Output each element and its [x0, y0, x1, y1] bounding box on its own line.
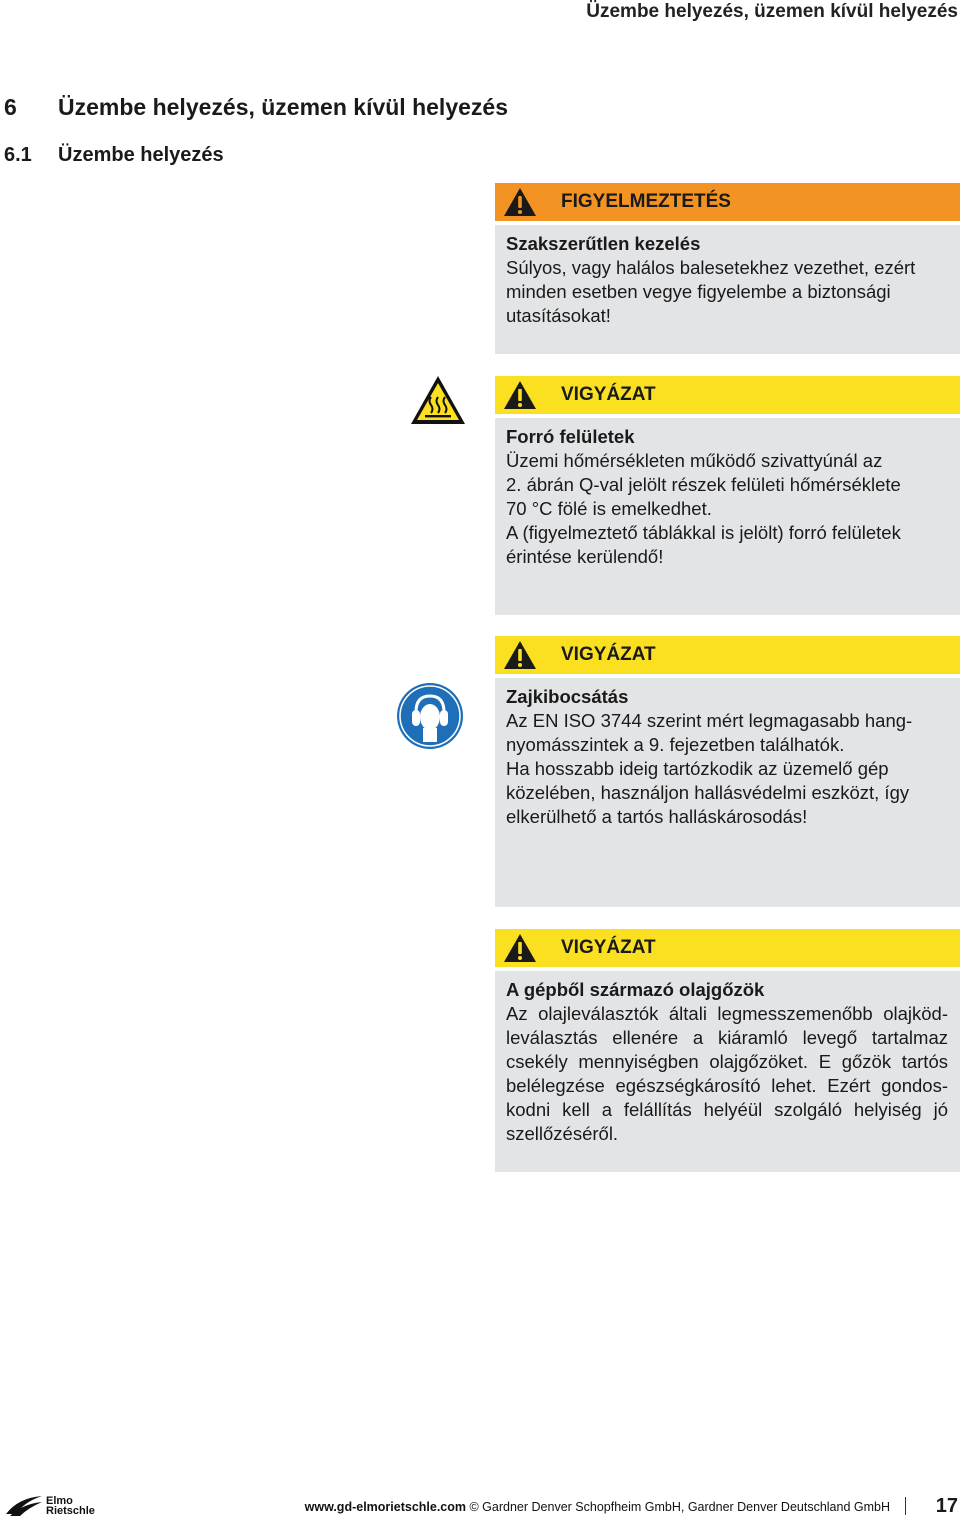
notice-line: 70 °C fölé is emelkedhet.: [506, 498, 712, 519]
warning-notice: [495, 183, 960, 354]
notice-title: A gépből származó olajgőzök: [506, 979, 765, 1000]
section-number: 6.1: [4, 144, 32, 166]
signal-word: VIGYÁZAT: [561, 384, 656, 405]
notice-line: Ha hosszabb ideig tartózkodik az üzemelő gép: [506, 758, 889, 779]
notice-header: [495, 376, 960, 418]
brand-swoosh-icon: [4, 1494, 44, 1518]
notice-line: Üzemi hőmérsékleten működő szivattyúnál az: [506, 450, 883, 471]
notice-line: érintése kerülendő!: [506, 546, 664, 567]
brand-line-2: Rietschle: [46, 1505, 95, 1517]
notice-line: utasításokat!: [506, 305, 611, 326]
signal-word: FIGYELMEZTETÉS: [561, 191, 731, 212]
notice-line: Az EN ISO 3744 szerint mért legmagasabb hang-: [506, 710, 913, 731]
notice-line: nyomásszintek a 9. fejezetben találhatók.: [506, 734, 845, 755]
hot-surface-warning-sign-icon: [409, 374, 467, 426]
chapter-heading: [4, 94, 508, 121]
section-heading: [4, 144, 224, 167]
notice-title: Zajkibocsátás: [506, 686, 629, 707]
signal-word: VIGYÁZAT: [561, 644, 656, 665]
caution-notice-oil-vapours: [495, 929, 960, 1172]
caution-notice-hot-surfaces: [495, 376, 960, 615]
notice-line: 2. ábrán Q-val jelölt részek felületi hőmérséklete: [506, 474, 901, 495]
running-header: Üzembe helyezés, üzemen kívül helyezés: [586, 1, 958, 22]
warning-triangle-icon: [503, 640, 537, 670]
notice-header: [495, 636, 960, 678]
notice-title: Szakszerűtlen kezelés: [506, 233, 701, 254]
notice-line: közelében, használjon hallásvédelmi eszközt, így: [506, 782, 910, 803]
footer-copyright: © Gardner Denver Schopfheim GmbH, Gardner Denver Deutschland GmbH: [469, 1500, 890, 1514]
notice-body: [495, 678, 960, 907]
notice-line: A (figyelmeztető táblákkal is jelölt) forró felületek: [506, 522, 901, 543]
notice-body: [495, 225, 960, 354]
brand-name: [46, 1496, 95, 1516]
warning-triangle-icon: [503, 933, 537, 963]
section-title: Üzembe helyezés: [58, 144, 224, 166]
hearing-protection-sign-icon: [394, 680, 466, 752]
footer-logo: [4, 1494, 95, 1518]
chapter-number: 6: [4, 94, 17, 120]
notice-line: minden esetben vegye figyelembe a biztonsági: [506, 281, 891, 302]
brand-line-1: Elmo: [46, 1495, 73, 1507]
notice-body: [495, 418, 960, 615]
footer-website-link[interactable]: www.gd-elmorietschle.com: [304, 1500, 467, 1514]
notice-header: [495, 183, 960, 225]
notice-line: Súlyos, vagy halálos balesetekhez vezethet, ezért: [506, 257, 916, 278]
notice-body: [495, 971, 960, 1172]
warning-triangle-icon: [503, 187, 537, 217]
notice-title: Forró felületek: [506, 426, 635, 447]
warning-triangle-icon: [503, 380, 537, 410]
page-number: 17: [935, 1495, 958, 1517]
notice-text: Az olajleválasztók általi legmesszemenőbb olajköd-leválasztás ellenére a kiáramló levegő tartalmaz csekély mennyiségben olajgőzöket. E gőzök tartós belélegzése egészségkárosító lehet. Ezért gondos-kodni kell a felállítás helyéül szolgáló helyiség jó szellőzéséről.: [506, 1003, 948, 1144]
footer-separator: [905, 1497, 906, 1515]
chapter-title: Üzembe helyezés, üzemen kívül helyezés: [58, 94, 508, 120]
notice-line: elkerülhető a tartós halláskárosodás!: [506, 806, 808, 827]
signal-word: VIGYÁZAT: [561, 937, 656, 958]
footer-text: [305, 1500, 890, 1514]
notice-header: [495, 929, 960, 971]
caution-notice-noise: [495, 636, 960, 907]
